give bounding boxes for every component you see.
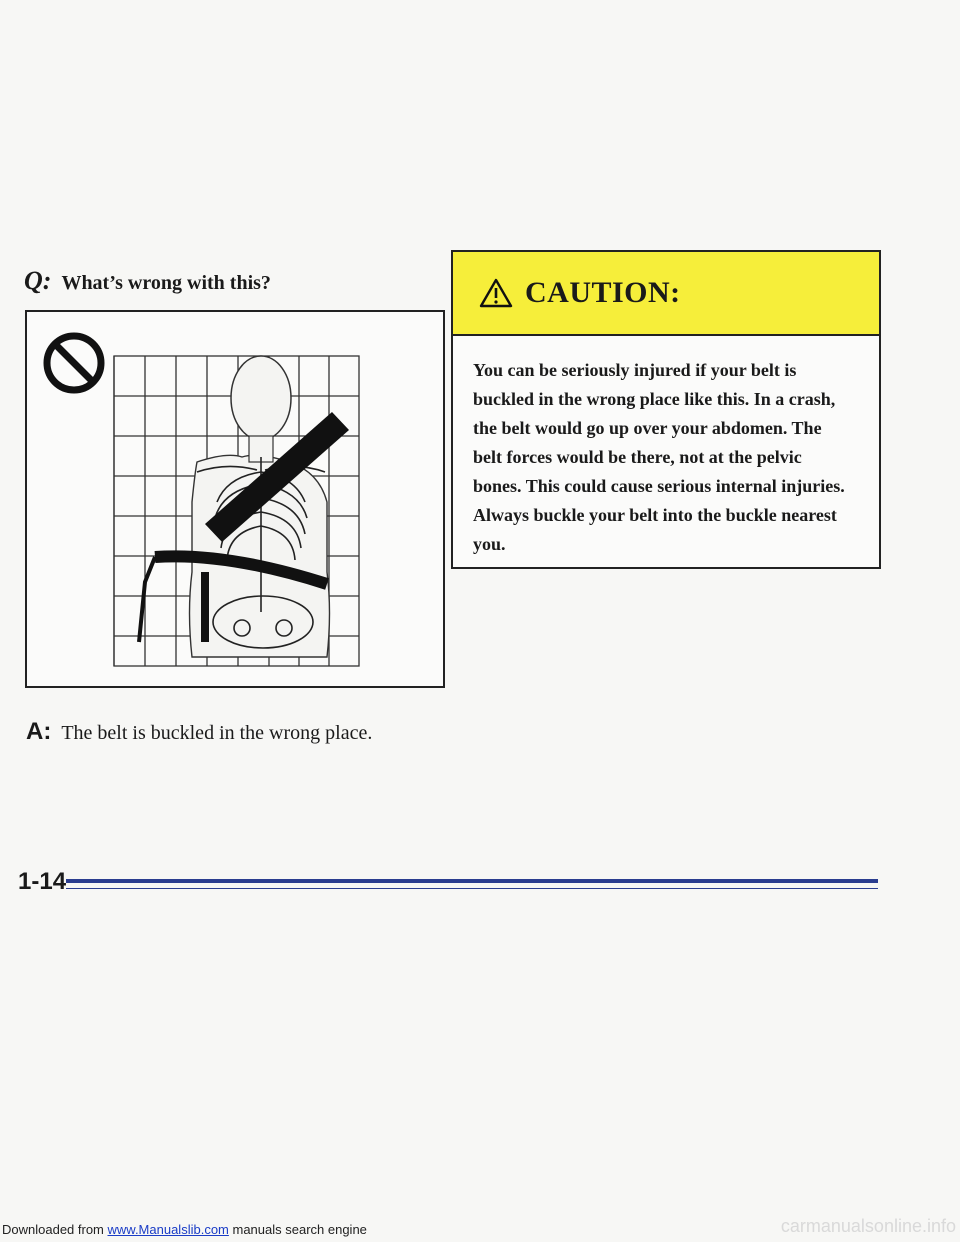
- download-footer: [2, 1222, 367, 1237]
- footer-prefix: Downloaded from: [2, 1222, 108, 1237]
- question-text: What’s wrong with this?: [61, 272, 271, 294]
- answer: [26, 718, 372, 746]
- skeleton-figure: [27, 312, 443, 686]
- caution-text: You can be seriously injured if your belt is buckled in the wrong place like this. In a crash, the belt would go up over your abdomen. The belt forces would be there, not at the pelvic bones. This could cause serious internal injuries. Always buckle your belt into the buckle nearest you.: [473, 360, 845, 554]
- footer-rule-thin: [66, 888, 878, 889]
- answer-letter: A:: [26, 718, 52, 745]
- answer-text: The belt is buckled in the wrong place.: [61, 722, 373, 744]
- page-number: 1-14: [18, 868, 67, 895]
- footer-suffix: manuals search engine: [228, 1222, 367, 1237]
- caution-box: [451, 250, 881, 569]
- prohibition-icon: [47, 336, 101, 390]
- footer-rule: [66, 879, 878, 883]
- question: [24, 266, 271, 296]
- warning-triangle-icon: [479, 278, 513, 308]
- head: [231, 356, 291, 440]
- manualslib-link[interactable]: www.Manualslib.com: [107, 1222, 229, 1237]
- question-letter: Q:: [24, 266, 52, 295]
- seatbelt-illustration: [25, 310, 445, 688]
- watermark: carmanualsonline.info: [780, 1216, 956, 1236]
- caution-title: CAUTION:: [525, 276, 681, 309]
- caution-header: [453, 252, 879, 336]
